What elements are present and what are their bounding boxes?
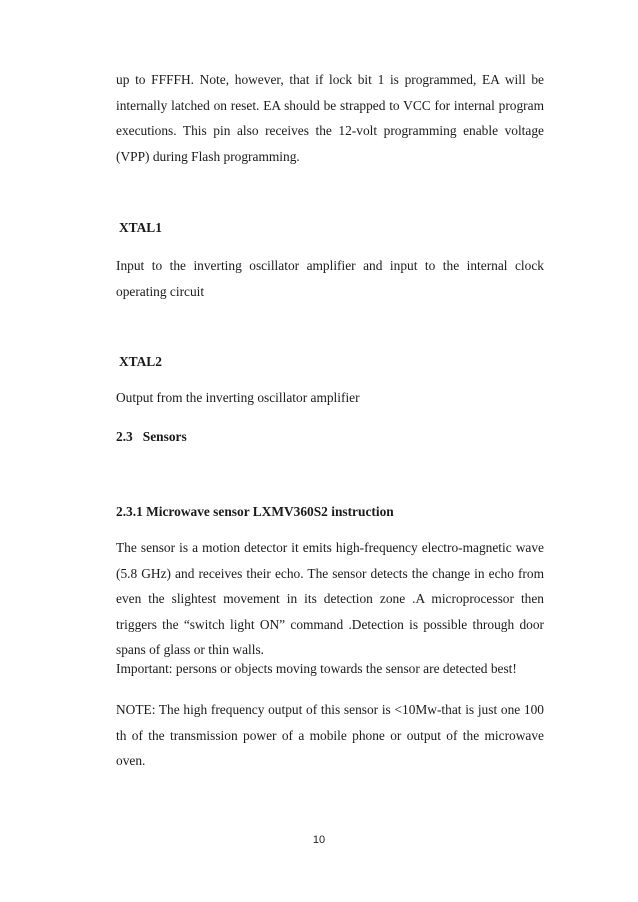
paragraph-text: up to FFFFH. Note, however, that if lock bit 1 is programmed, EA will be internally latched on reset. EA should be strapped to VCC for internal program executions. This pin also receives the 12-volt programming enable voltage (VPP) during Flash programming. xyxy=(116,72,544,164)
paragraph-text: Output from the inverting oscillator amplifier xyxy=(116,390,360,405)
subsection-heading: 2.3.1 Microwave sensor LXMV360S2 instruction xyxy=(116,504,394,519)
xtal2-description xyxy=(116,389,544,407)
important-note: Important: persons or objects moving towards the sensor are detected best! xyxy=(116,661,517,676)
section-heading: 2.3 Sensors xyxy=(116,429,187,444)
xtal1-description xyxy=(116,253,544,304)
subsection-heading-block xyxy=(116,503,544,521)
xtal2-heading-block xyxy=(119,353,547,371)
paragraph-text: The sensor is a motion detector it emits high-frequency electro-magnetic wave (5.8 GHz) and receives their echo. The sensor detects the change in echo from even the slightest movement in its detection zone .A microprocessor then triggers the “switch light ON” command .Detection is possible through door spans of glass or thin walls. xyxy=(116,540,544,657)
xtal1-heading: XTAL1 xyxy=(119,220,162,235)
note-paragraph: NOTE: The high frequency output of this sensor is <10Mw-that is just one 100 th of the transmission power of a mobile phone or output of the microwave oven. xyxy=(116,702,544,768)
xtal2-heading: XTAL2 xyxy=(119,354,162,369)
section-heading-block xyxy=(116,428,544,446)
note-paragraph-block xyxy=(116,697,544,774)
xtal1-heading-block xyxy=(119,219,547,237)
page-number: 10 xyxy=(312,834,326,846)
paragraph-ea-pin xyxy=(116,67,544,169)
sensor-description xyxy=(116,535,544,663)
important-note-block xyxy=(116,660,544,678)
paragraph-text: Input to the inverting oscillator amplifier and input to the internal clock operating circuit xyxy=(116,258,544,299)
